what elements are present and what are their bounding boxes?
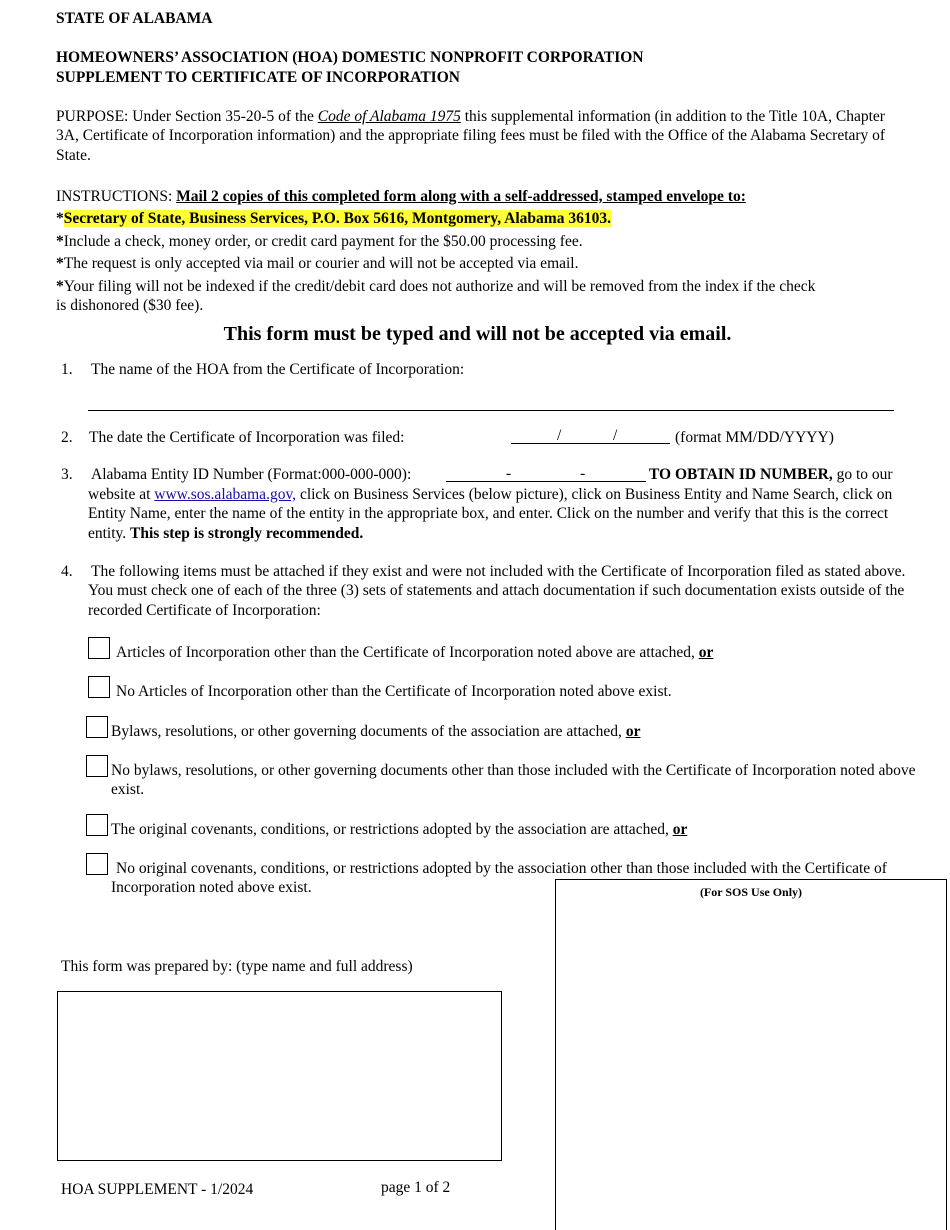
prepared-by-field[interactable]: [57, 991, 502, 1161]
entity-id-field[interactable]: [446, 481, 646, 482]
checkbox-text: The original covenants, conditions, or restrictions adopted by the association are attached,: [111, 821, 673, 838]
checkbox-covenants-attached-label: [111, 820, 687, 839]
mailing-address: Secretary of State, Business Services, P.O. Box 5616, Montgomery, Alabama 36103.: [63, 210, 611, 227]
item-3-instructions: [88, 485, 923, 543]
item-1-number: 1.: [61, 361, 73, 378]
website-instructions: click on Business Services (below picture), click on Business Entity and Name Search, click on Entity Name, enter the name of the entity in the appropriate box, and enter. Click on the number and verify that this is the correct entity.: [88, 486, 893, 542]
item-3-number: 3.: [61, 466, 73, 483]
bullet-fee-text: Include a check, money order, or credit card payment for the $50.00 processing fee.: [63, 233, 583, 250]
date-slash-2: /: [613, 427, 618, 444]
mail-instruction: Mail 2 copies of this completed form along with a self-addressed, stamped envelope to:: [176, 188, 746, 205]
checkbox-bylaws-attached-label: [111, 722, 640, 741]
purpose-paragraph: [56, 107, 886, 165]
or-connector: or: [625, 723, 641, 740]
prepared-by-label: This form was prepared by: (type name and full address): [61, 958, 413, 975]
checkbox-no-covenants[interactable]: [86, 853, 108, 875]
address-line: [56, 209, 611, 228]
id-dash-2: -: [580, 465, 586, 482]
sos-use-label: (For SOS Use Only): [699, 885, 803, 899]
checkbox-no-covenants-label: No original covenants, conditions, or restrictions adopted by the association other than those included with the Certificate of Incorporation noted above exist.: [111, 860, 887, 897]
checkbox-text: Bylaws, resolutions, or other governing documents of the association are attached,: [111, 723, 626, 740]
sos-use-box: [555, 879, 947, 1230]
checkbox-articles-attached[interactable]: [88, 637, 110, 659]
purpose-label: PURPOSE:: [56, 108, 129, 125]
bullet-star: *: [56, 233, 64, 250]
obtain-id-text: [649, 465, 893, 484]
item-4-number: 4.: [61, 563, 73, 580]
state-heading: STATE OF ALABAMA: [56, 10, 213, 27]
checkbox-articles-attached-label: [116, 643, 713, 662]
instructions-line: [56, 187, 746, 206]
page-number: page 1 of 2: [381, 1179, 451, 1196]
form-title-line2: SUPPLEMENT TO CERTIFICATE OF INCORPORATION: [56, 69, 460, 86]
form-title-line1: HOMEOWNERS’ ASSOCIATION (HOA) DOMESTIC NONPROFIT CORPORATION: [56, 49, 644, 66]
item-2-number: 2.: [61, 429, 73, 446]
address-star: *: [56, 210, 64, 227]
website-prefix: website at: [88, 486, 155, 503]
checkbox-covenants-attached[interactable]: [86, 814, 108, 836]
bullet-dishonored: [56, 277, 821, 316]
bullet-mail-only: [56, 254, 579, 273]
item-4-text: The following items must be attached if they exist and were not included with the Certificate of Incorporation filed as stated above. You must check one of each of the three (3) sets of statements and attach documentation if such documentation exists outside of the recorded Certificate of Incorporation:: [88, 563, 906, 619]
obtain-id-bold: TO OBTAIN ID NUMBER,: [649, 466, 833, 483]
bullet-star: *: [56, 255, 64, 272]
purpose-text-a: Under Section 35-20-5 of the: [128, 108, 318, 125]
item-3-label: Alabama Entity ID Number (Format:000-000-000):: [91, 466, 412, 483]
typed-notice: This form must be typed and will not be accepted via email.: [223, 323, 732, 345]
item-1-label: The name of the HOA from the Certificate of Incorporation:: [91, 361, 465, 378]
purpose-text-b: this supplemental information (in addition to the Title 10A, Chapter 3A, Certificate of Incorporation information) and the appropriate filing fees must be filed with the Office of the Alabama Secretary of State.: [56, 108, 886, 164]
instructions-label: INSTRUCTIONS:: [56, 188, 177, 205]
bullet-dishonored-text: Your filing will not be indexed if the credit/debit card does not authorize and will be removed from the index if the check is dishonored ($30 fee).: [56, 278, 816, 315]
form-id: HOA SUPPLEMENT - 1/2024: [61, 1181, 254, 1198]
date-slash-1: /: [557, 427, 562, 444]
checkbox-text: Articles of Incorporation other than the Certificate of Incorporation noted above are attached,: [116, 644, 699, 661]
strongly-recommended: This step is strongly recommended.: [130, 524, 364, 542]
checkbox-no-bylaws-label: No bylaws, resolutions, or other governing documents other than those included with the Certificate of Incorporation noted above exist.: [111, 762, 916, 799]
code-reference: Code of Alabama 1975: [317, 108, 461, 125]
checkbox-bylaws-attached[interactable]: [86, 716, 108, 738]
filing-date-field[interactable]: [511, 443, 670, 444]
sos-website-link[interactable]: www.sos.alabama.gov,: [154, 486, 297, 503]
id-dash-1: -: [506, 465, 512, 482]
or-connector: or: [698, 644, 714, 661]
item-2-label: The date the Certificate of Incorporation was filed:: [89, 429, 405, 446]
checkbox-no-articles-label: No Articles of Incorporation other than the Certificate of Incorporation noted above exist.: [116, 683, 672, 700]
bullet-star: *: [56, 278, 64, 295]
date-format-hint: (format MM/DD/YYYY): [675, 429, 834, 446]
checkbox-no-articles[interactable]: [88, 676, 110, 698]
bullet-mail-only-text: The request is only accepted via mail or courier and will not be accepted via email.: [63, 255, 579, 272]
or-connector: or: [672, 821, 688, 838]
go-to-text: go to our: [832, 466, 893, 483]
bullet-fee: [56, 232, 583, 251]
checkbox-no-bylaws[interactable]: [86, 755, 108, 777]
hoa-name-field[interactable]: [88, 410, 894, 411]
